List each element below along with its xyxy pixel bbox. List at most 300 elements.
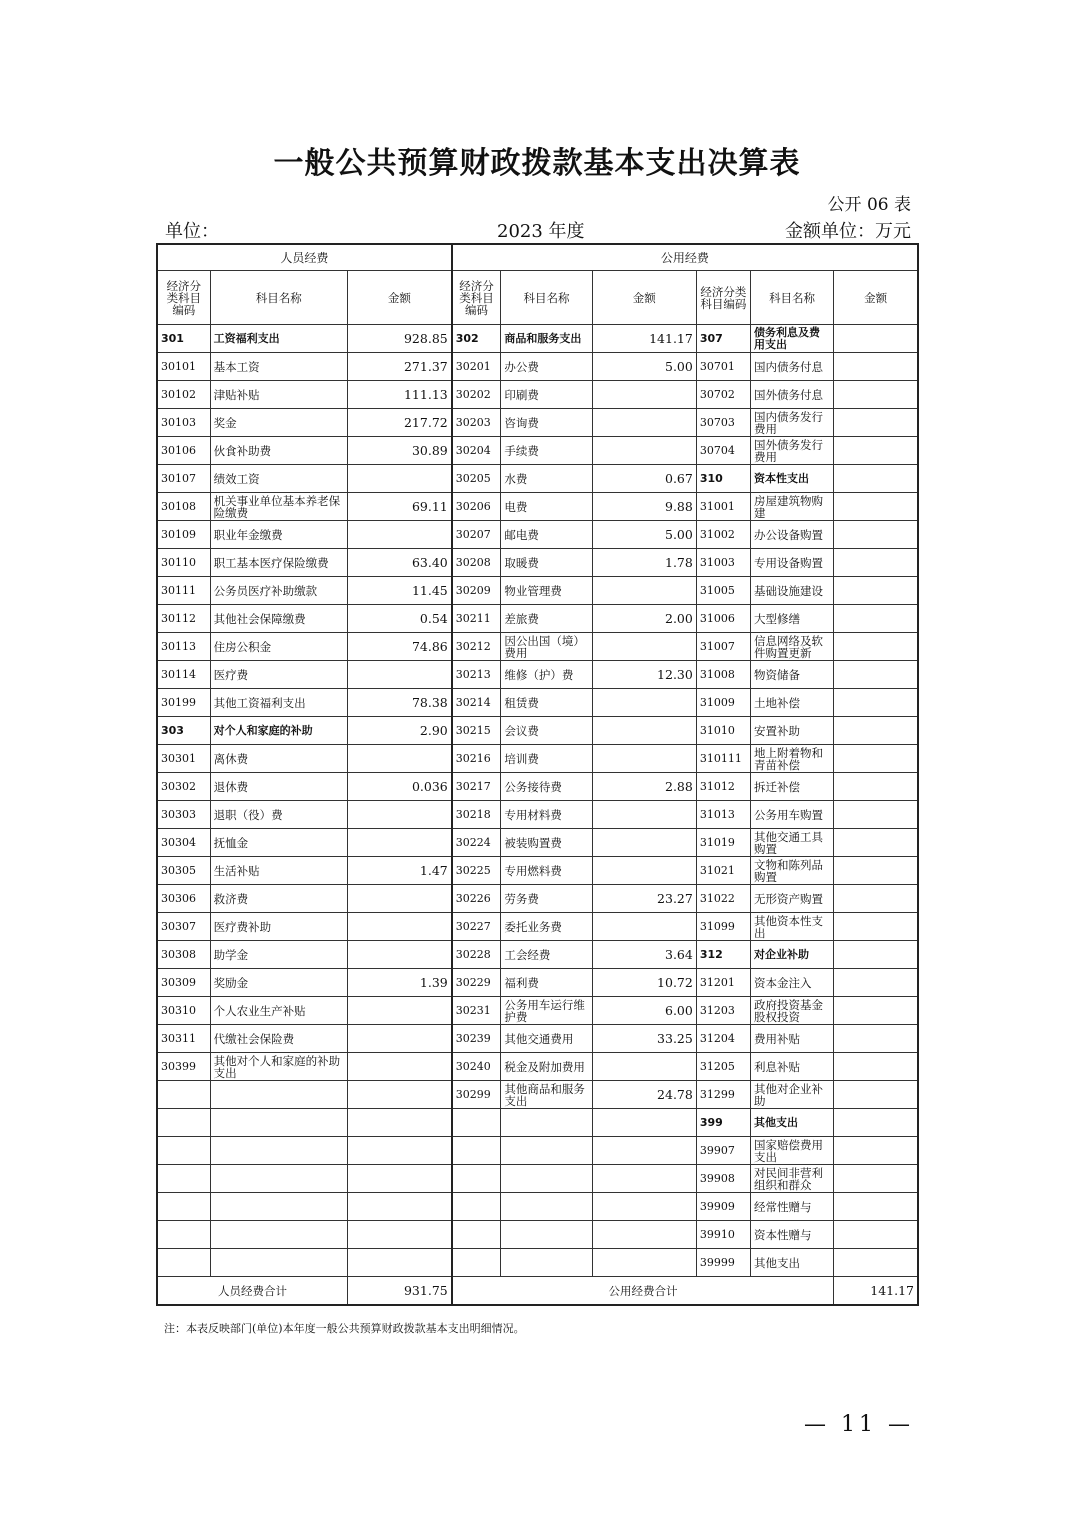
cell-amount xyxy=(834,1221,918,1249)
cell-code: 30107 xyxy=(157,465,210,493)
column-header-row xyxy=(157,271,918,325)
cell-name: 公务员医疗补助缴款 xyxy=(210,577,347,605)
cell-code xyxy=(452,1221,501,1249)
cell-amount xyxy=(347,801,451,829)
table-row xyxy=(157,1081,918,1109)
cell-name: 国外债务付息 xyxy=(750,381,833,409)
cell-amount xyxy=(347,829,451,857)
cell-name: 取暖费 xyxy=(501,549,592,577)
cell-code: 307 xyxy=(696,325,750,353)
cell-amount xyxy=(834,1193,918,1221)
cell-code: 30305 xyxy=(157,857,210,885)
cell-name: 房屋建筑物购建 xyxy=(750,493,833,521)
cell-name: 税金及附加费用 xyxy=(501,1053,592,1081)
cell-amount xyxy=(834,661,918,689)
cell-name: 专用设备购置 xyxy=(750,549,833,577)
cell-code: 39907 xyxy=(696,1137,750,1165)
table-row xyxy=(157,493,918,521)
cell-name: 劳务费 xyxy=(501,885,592,913)
cell-amount xyxy=(834,1025,918,1053)
cell-name: 退休费 xyxy=(210,773,347,801)
cell-code: 31021 xyxy=(696,857,750,885)
cell-name: 邮电费 xyxy=(501,521,592,549)
cell-amount xyxy=(834,633,918,661)
cell-code xyxy=(157,1193,210,1221)
cell-amount xyxy=(834,1053,918,1081)
header-name: 科目名称 xyxy=(750,271,833,325)
cell-code: 30299 xyxy=(452,1081,501,1109)
cell-code: 30212 xyxy=(452,633,501,661)
table-row xyxy=(157,549,918,577)
table-row xyxy=(157,969,918,997)
cell-name: 基本工资 xyxy=(210,353,347,381)
header-code: 经济分类科目编码 xyxy=(452,271,501,325)
cell-name xyxy=(210,1165,347,1193)
cell-amount xyxy=(834,717,918,745)
cell-amount: 2.90 xyxy=(347,717,451,745)
cell-name: 退职（役）费 xyxy=(210,801,347,829)
cell-code: 30302 xyxy=(157,773,210,801)
cell-code: 31005 xyxy=(696,577,750,605)
cell-amount: 0.67 xyxy=(592,465,696,493)
cell-amount: 30.89 xyxy=(347,437,451,465)
cell-code: 30228 xyxy=(452,941,501,969)
table-row xyxy=(157,745,918,773)
cell-code: 31299 xyxy=(696,1081,750,1109)
cell-name: 公务用车购置 xyxy=(750,801,833,829)
cell-amount xyxy=(592,1053,696,1081)
cell-code: 39908 xyxy=(696,1165,750,1193)
cell-code: 30309 xyxy=(157,969,210,997)
cell-amount xyxy=(592,437,696,465)
cell-code: 30101 xyxy=(157,353,210,381)
cell-amount xyxy=(592,913,696,941)
cell-code: 31013 xyxy=(696,801,750,829)
cell-code: 30225 xyxy=(452,857,501,885)
cell-name: 商品和服务支出 xyxy=(501,325,592,353)
cell-code: 31003 xyxy=(696,549,750,577)
table-row xyxy=(157,1137,918,1165)
cell-name: 因公出国（境）费用 xyxy=(501,633,592,661)
cell-amount xyxy=(834,381,918,409)
cell-code: 30701 xyxy=(696,353,750,381)
cell-code: 31203 xyxy=(696,997,750,1025)
header-amount: 金额 xyxy=(347,271,451,325)
cell-code: 30201 xyxy=(452,353,501,381)
cell-code: 30304 xyxy=(157,829,210,857)
table-row xyxy=(157,465,918,493)
cell-name: 医疗费补助 xyxy=(210,913,347,941)
cell-name: 公务用车运行维护费 xyxy=(501,997,592,1025)
cell-amount: 271.37 xyxy=(347,353,451,381)
cell-amount: 5.00 xyxy=(592,521,696,549)
cell-amount xyxy=(592,1165,696,1193)
cell-name: 其他交通费用 xyxy=(501,1025,592,1053)
cell-code: 30106 xyxy=(157,437,210,465)
cell-code: 31010 xyxy=(696,717,750,745)
cell-name: 咨询费 xyxy=(501,409,592,437)
cell-name: 绩效工资 xyxy=(210,465,347,493)
cell-amount xyxy=(592,381,696,409)
cell-code: 30231 xyxy=(452,997,501,1025)
cell-amount: 0.036 xyxy=(347,773,451,801)
cell-amount xyxy=(834,941,918,969)
cell-name: 福利费 xyxy=(501,969,592,997)
table-row xyxy=(157,521,918,549)
cell-name: 工会经费 xyxy=(501,941,592,969)
cell-code: 30202 xyxy=(452,381,501,409)
cell-name: 物资储备 xyxy=(750,661,833,689)
document-title: 一般公共预算财政拨款基本支出决算表 xyxy=(273,146,801,181)
cell-code: 399 xyxy=(696,1109,750,1137)
cell-name: 其他支出 xyxy=(750,1249,833,1277)
table-row xyxy=(157,829,918,857)
cell-name: 对个人和家庭的补助 xyxy=(210,717,347,745)
cell-name xyxy=(501,1109,592,1137)
cell-code: 30218 xyxy=(452,801,501,829)
cell-code: 30206 xyxy=(452,493,501,521)
cell-amount xyxy=(834,1165,918,1193)
cell-code xyxy=(157,1109,210,1137)
cell-name: 职业年金缴费 xyxy=(210,521,347,549)
cell-amount: 5.00 xyxy=(592,353,696,381)
cell-amount xyxy=(347,745,451,773)
table-row xyxy=(157,717,918,745)
cell-amount: 141.17 xyxy=(592,325,696,353)
cell-code: 30303 xyxy=(157,801,210,829)
cell-amount xyxy=(347,913,451,941)
cell-amount xyxy=(834,521,918,549)
cell-code: 39909 xyxy=(696,1193,750,1221)
cell-name: 维修（护）费 xyxy=(501,661,592,689)
cell-amount xyxy=(347,1053,451,1081)
cell-amount xyxy=(834,1109,918,1137)
cell-code: 30103 xyxy=(157,409,210,437)
cell-amount xyxy=(592,745,696,773)
cell-code xyxy=(157,1221,210,1249)
cell-amount xyxy=(834,577,918,605)
cell-name: 经常性赠与 xyxy=(750,1193,833,1221)
cell-name: 手续费 xyxy=(501,437,592,465)
cell-name: 其他商品和服务支出 xyxy=(501,1081,592,1109)
cell-amount xyxy=(592,801,696,829)
cell-name: 住房公积金 xyxy=(210,633,347,661)
cell-code: 30204 xyxy=(452,437,501,465)
cell-code: 310 xyxy=(696,465,750,493)
cell-code: 31012 xyxy=(696,773,750,801)
cell-amount: 111.13 xyxy=(347,381,451,409)
cell-name: 租赁费 xyxy=(501,689,592,717)
cell-code: 30108 xyxy=(157,493,210,521)
cell-code xyxy=(157,1165,210,1193)
cell-amount xyxy=(592,1137,696,1165)
cell-name: 资本性支出 xyxy=(750,465,833,493)
cell-code: 31008 xyxy=(696,661,750,689)
cell-name: 国内债务付息 xyxy=(750,353,833,381)
cell-name: 债务利息及费用支出 xyxy=(750,325,833,353)
table-row xyxy=(157,1221,918,1249)
cell-name: 会议费 xyxy=(501,717,592,745)
cell-code: 31019 xyxy=(696,829,750,857)
cell-amount: 78.38 xyxy=(347,689,451,717)
cell-amount: 0.54 xyxy=(347,605,451,633)
cell-code xyxy=(157,1249,210,1277)
table-row xyxy=(157,437,918,465)
cell-code: 30306 xyxy=(157,885,210,913)
cell-name: 资本金注入 xyxy=(750,969,833,997)
cell-code: 302 xyxy=(452,325,501,353)
cell-code: 30114 xyxy=(157,661,210,689)
table-row xyxy=(157,689,918,717)
cell-name: 信息网络及软件购置更新 xyxy=(750,633,833,661)
cell-name: 国家赔偿费用支出 xyxy=(750,1137,833,1165)
cell-code: 30226 xyxy=(452,885,501,913)
cell-name: 其他社会保障缴费 xyxy=(210,605,347,633)
cell-code: 30704 xyxy=(696,437,750,465)
table-row xyxy=(157,997,918,1025)
cell-name xyxy=(501,1193,592,1221)
cell-name: 其他工资福利支出 xyxy=(210,689,347,717)
cell-name: 生活补贴 xyxy=(210,857,347,885)
cell-code: 31007 xyxy=(696,633,750,661)
cell-name: 拆迁补偿 xyxy=(750,773,833,801)
cell-code: 31099 xyxy=(696,913,750,941)
cell-amount xyxy=(347,1193,451,1221)
public-total-value: 141.17 xyxy=(834,1277,918,1306)
cell-code: 30307 xyxy=(157,913,210,941)
totals-row xyxy=(157,1277,918,1306)
table-row xyxy=(157,773,918,801)
cell-code: 30216 xyxy=(452,745,501,773)
cell-code: 30301 xyxy=(157,745,210,773)
cell-name: 其他支出 xyxy=(750,1109,833,1137)
cell-amount xyxy=(834,409,918,437)
cell-code: 31001 xyxy=(696,493,750,521)
cell-code: 30703 xyxy=(696,409,750,437)
cell-amount xyxy=(347,521,451,549)
cell-code: 30209 xyxy=(452,577,501,605)
cell-amount xyxy=(592,577,696,605)
cell-code: 30399 xyxy=(157,1053,210,1081)
cell-code: 31205 xyxy=(696,1053,750,1081)
cell-code: 310111 xyxy=(696,745,750,773)
cell-code xyxy=(452,1249,501,1277)
cell-amount xyxy=(834,465,918,493)
cell-name: 专用燃料费 xyxy=(501,857,592,885)
cell-code: 30207 xyxy=(452,521,501,549)
cell-code: 30205 xyxy=(452,465,501,493)
cell-name: 其他对企业补助 xyxy=(750,1081,833,1109)
table-row xyxy=(157,885,918,913)
cell-name: 助学金 xyxy=(210,941,347,969)
cell-code: 30109 xyxy=(157,521,210,549)
cell-amount: 9.88 xyxy=(592,493,696,521)
cell-name: 离休费 xyxy=(210,745,347,773)
cell-code: 31201 xyxy=(696,969,750,997)
cell-amount: 12.30 xyxy=(592,661,696,689)
section-personnel: 人员经费 xyxy=(157,244,452,271)
cell-amount: 11.45 xyxy=(347,577,451,605)
cell-amount xyxy=(347,661,451,689)
cell-name: 被装购置费 xyxy=(501,829,592,857)
cell-name: 国外债务发行费用 xyxy=(750,437,833,465)
cell-name: 安置补助 xyxy=(750,717,833,745)
cell-amount xyxy=(834,689,918,717)
cell-code: 30310 xyxy=(157,997,210,1025)
personnel-total-label: 人员经费合计 xyxy=(157,1277,347,1306)
cell-amount xyxy=(834,1249,918,1277)
cell-amount xyxy=(592,1221,696,1249)
page-number: — 11 — xyxy=(804,1412,914,1437)
cell-name xyxy=(501,1221,592,1249)
cell-code: 30229 xyxy=(452,969,501,997)
cell-name: 资本性赠与 xyxy=(750,1221,833,1249)
header-name: 科目名称 xyxy=(210,271,347,325)
cell-name xyxy=(501,1249,592,1277)
cell-code: 31006 xyxy=(696,605,750,633)
cell-amount xyxy=(834,1081,918,1109)
cell-name: 其他对个人和家庭的补助支出 xyxy=(210,1053,347,1081)
cell-name: 工资福利支出 xyxy=(210,325,347,353)
cell-code: 30239 xyxy=(452,1025,501,1053)
cell-amount xyxy=(834,857,918,885)
header-name: 科目名称 xyxy=(501,271,592,325)
cell-amount: 69.11 xyxy=(347,493,451,521)
public-total-label: 公用经费合计 xyxy=(452,1277,834,1306)
cell-amount xyxy=(834,353,918,381)
cell-code: 30217 xyxy=(452,773,501,801)
cell-code: 30224 xyxy=(452,829,501,857)
cell-code: 31204 xyxy=(696,1025,750,1053)
cell-amount: 10.72 xyxy=(592,969,696,997)
cell-name xyxy=(210,1249,347,1277)
table-row xyxy=(157,1025,918,1053)
cell-code xyxy=(157,1081,210,1109)
cell-amount xyxy=(834,997,918,1025)
table-row xyxy=(157,857,918,885)
table-row xyxy=(157,1193,918,1221)
cell-name: 奖金 xyxy=(210,409,347,437)
cell-amount xyxy=(834,549,918,577)
cell-code: 30112 xyxy=(157,605,210,633)
table-row xyxy=(157,913,918,941)
table-row xyxy=(157,353,918,381)
cell-amount xyxy=(834,1137,918,1165)
cell-amount xyxy=(592,689,696,717)
cell-name xyxy=(210,1221,347,1249)
cell-amount xyxy=(347,941,451,969)
cell-amount xyxy=(592,1249,696,1277)
cell-amount xyxy=(592,633,696,661)
cell-amount: 24.78 xyxy=(592,1081,696,1109)
cell-code xyxy=(452,1193,501,1221)
cell-name: 救济费 xyxy=(210,885,347,913)
cell-amount: 928.85 xyxy=(347,325,451,353)
cell-code xyxy=(157,1137,210,1165)
cell-name: 抚恤金 xyxy=(210,829,347,857)
cell-amount xyxy=(834,493,918,521)
cell-name: 公务接待费 xyxy=(501,773,592,801)
cell-amount: 2.00 xyxy=(592,605,696,633)
cell-code: 30110 xyxy=(157,549,210,577)
cell-amount: 2.88 xyxy=(592,773,696,801)
cell-amount xyxy=(347,465,451,493)
cell-name: 政府投资基金股权投资 xyxy=(750,997,833,1025)
cell-amount xyxy=(347,1165,451,1193)
cell-amount: 217.72 xyxy=(347,409,451,437)
cell-name: 地上附着物和青苗补偿 xyxy=(750,745,833,773)
cell-amount: 1.78 xyxy=(592,549,696,577)
cell-name: 对企业补助 xyxy=(750,941,833,969)
cell-amount xyxy=(834,325,918,353)
cell-amount xyxy=(347,1025,451,1053)
header-amount: 金额 xyxy=(834,271,918,325)
cell-name: 大型修缮 xyxy=(750,605,833,633)
cell-code: 30311 xyxy=(157,1025,210,1053)
cell-code: 30214 xyxy=(452,689,501,717)
cell-amount xyxy=(834,745,918,773)
cell-code: 31022 xyxy=(696,885,750,913)
cell-code: 31002 xyxy=(696,521,750,549)
cell-name: 电费 xyxy=(501,493,592,521)
cell-code: 30308 xyxy=(157,941,210,969)
cell-amount xyxy=(347,1249,451,1277)
cell-name: 代缴社会保险费 xyxy=(210,1025,347,1053)
table-row xyxy=(157,409,918,437)
header-code: 经济分类科目编码 xyxy=(696,271,750,325)
cell-amount: 23.27 xyxy=(592,885,696,913)
cell-amount: 6.00 xyxy=(592,997,696,1025)
cell-code: 30113 xyxy=(157,633,210,661)
cell-name: 印刷费 xyxy=(501,381,592,409)
cell-code: 30111 xyxy=(157,577,210,605)
cell-code: 303 xyxy=(157,717,210,745)
cell-code: 30102 xyxy=(157,381,210,409)
cell-amount xyxy=(592,717,696,745)
cell-name: 对民间非营利组织和群众 xyxy=(750,1165,833,1193)
unit-label: 单位： xyxy=(165,221,219,242)
cell-name xyxy=(501,1165,592,1193)
cell-code: 30199 xyxy=(157,689,210,717)
table-row xyxy=(157,801,918,829)
cell-amount xyxy=(834,829,918,857)
cell-name: 国内债务发行费用 xyxy=(750,409,833,437)
table-row xyxy=(157,325,918,353)
cell-amount: 3.64 xyxy=(592,941,696,969)
cell-amount xyxy=(347,1109,451,1137)
cell-name: 土地补偿 xyxy=(750,689,833,717)
table-row xyxy=(157,1109,918,1137)
table-row xyxy=(157,1053,918,1081)
cell-name: 差旅费 xyxy=(501,605,592,633)
cell-amount xyxy=(592,409,696,437)
cell-amount xyxy=(834,773,918,801)
cell-name xyxy=(210,1193,347,1221)
cell-amount: 1.47 xyxy=(347,857,451,885)
cell-code: 39910 xyxy=(696,1221,750,1249)
cell-name xyxy=(210,1081,347,1109)
cell-amount: 1.39 xyxy=(347,969,451,997)
cell-name: 利息补贴 xyxy=(750,1053,833,1081)
header-code: 经济分类科目编码 xyxy=(157,271,210,325)
cell-code: 30227 xyxy=(452,913,501,941)
cell-amount xyxy=(834,801,918,829)
cell-name xyxy=(210,1109,347,1137)
cell-code: 301 xyxy=(157,325,210,353)
cell-name xyxy=(210,1137,347,1165)
cell-amount xyxy=(592,829,696,857)
table-body xyxy=(157,244,918,1305)
